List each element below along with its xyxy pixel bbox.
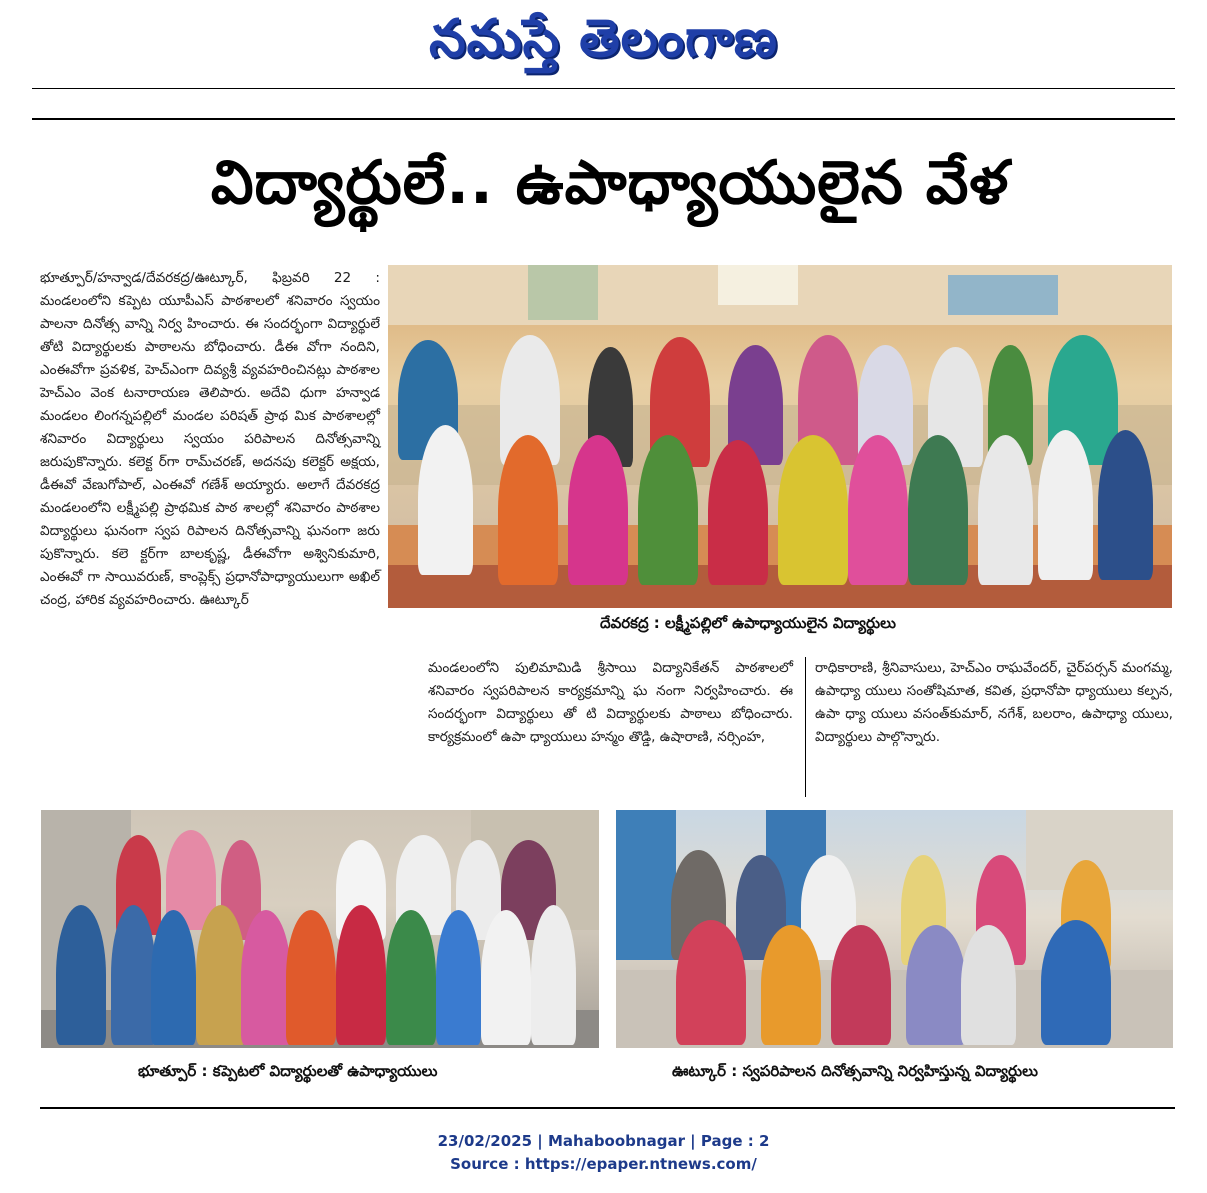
footer-date-edition-page: 23/02/2025 | Mahaboobnagar | Page : 2 [437,1132,770,1150]
top-rule [32,88,1175,89]
caption-bottom-right-photo: ఊట్కూర్ : స్వపరిపాలన దినోత్సవాన్ని నిర్వహిస్తున్న విద్యార్థులు [672,1062,1038,1080]
photo-utkur-students [616,810,1173,1048]
bottom-rule [40,1107,1175,1109]
article-column-left: భూత్పూర్/హన్వాడ/దేవరకద్ర/ఊట్కూర్, ఫిబ్రవరి 22 : మండలంలోని కప్పెట యూపీఎస్ పాఠశాలలో శనివారం స్వయం పాలనా దినోత్స వాన్ని నిర్వ హించారు. ఈ సందర్భంగా విద్యార్థులే తోటి విద్యార్థులకు పాఠాలను బోధించారు. డీఈ వోగా నందిని, ఎంఈవోగా ప్రవళిక, హెచ్‌ఎంగా దివ్యశ్రీ వ్యవహరించినట్లు పాఠశాల హెచ్‌ఎం వెంక టనారాయణ తెలిపారు. అదేవి ధుగా హన్వాడ మండలం లింగన్నపల్లిలో మండల పరిషత్ ప్రాథ మిక పాఠశాలల్లో శనివారం విద్యార్థులు స్వయం పరిపాలన దినోత్సవాన్ని జరుపుకొన్నారు. కలెక్ట ర్‌గా రామ్‌చరణ్, అదనపు కలెక్టర్ అక్షయ, డీఈవో వేణుగోపాల్, ఎంఈవో గణేశ్ అయ్యారు. అలాగే దేవరకద్ర మండలంలోని లక్ష్మీపల్లి ప్రాథమిక పాఠ శాలల్లో శనివారం పాఠశాల విద్యార్థులు ఘనంగా స్వప రిపాలన దినోత్సవాన్ని ఘనంగా జరు పుకొన్నారు. కలె క్టర్‌గా బాలకృష్ణ, డీఈవోగా అశ్వినికుమారి, ఎంఈవో గా సాయివరుణ్, కాంప్లెక్స్ ప్రధానోపాధ్యాయులుగా అఖిల్ చంద్ర, హారిక వ్యవహరించారు. ఊట్కూర్ [40,270,380,608]
article-column-right: రాధికారాణి, శ్రీనివాసులు, హెచ్‌ఎం రాఘవేందర్, చైర్‌పర్సన్ మంగమ్మ, ఉపాధ్యా యులు సంతోషిమాత, కవిత, ప్రధానోపా ధ్యాయులు కల్పన, ఉపా ధ్యా యులు వసంత్‌కుమార్, నగేశ్, బలరాం, ఉపాధ్యా యులు, విద్యార్థులు పాల్గొన్నారు. [815,660,1173,745]
article-column-middle: మండలంలోని పులిమామిడి శ్రీసాయి విద్యానికేతన్ పాఠశాలలో శనివారం స్వపరిపాలన కార్యక్రమాన్ని ఘ నంగా నిర్వహించారు. ఈ సందర్భంగా విద్యార్థులు తో టి విద్యార్థులకు పాఠాలు బోధించారు. కార్యక్రమంలో ఉపా ధ్యాయులు హన్మం తొడ్డి, ఉషారాణి, నర్సింహ, [428,660,793,745]
column-divider [805,657,806,797]
photo-kappeta-students-teachers [41,810,599,1048]
caption-bottom-left-photo: భూత్పూర్ : కప్పెటలో విద్యార్థులతో ఉపాధ్యాయులు [138,1062,438,1080]
photo-laxmipalli-students [388,265,1172,608]
caption-top-photo: దేవరకద్ర : లక్ష్మీపల్లిలో ఉపాధ్యాయులైన విద్యార్థులు [600,614,896,632]
newspaper-masthead: నమస్తే తెలంగాణ [429,8,778,69]
header-rule [32,118,1175,120]
article-headline: విద్యార్థులే.. ఉపాధ్యాయులైన వేళ [210,148,1010,218]
footer-source: Source : https://epaper.ntnews.com/ [450,1155,757,1173]
